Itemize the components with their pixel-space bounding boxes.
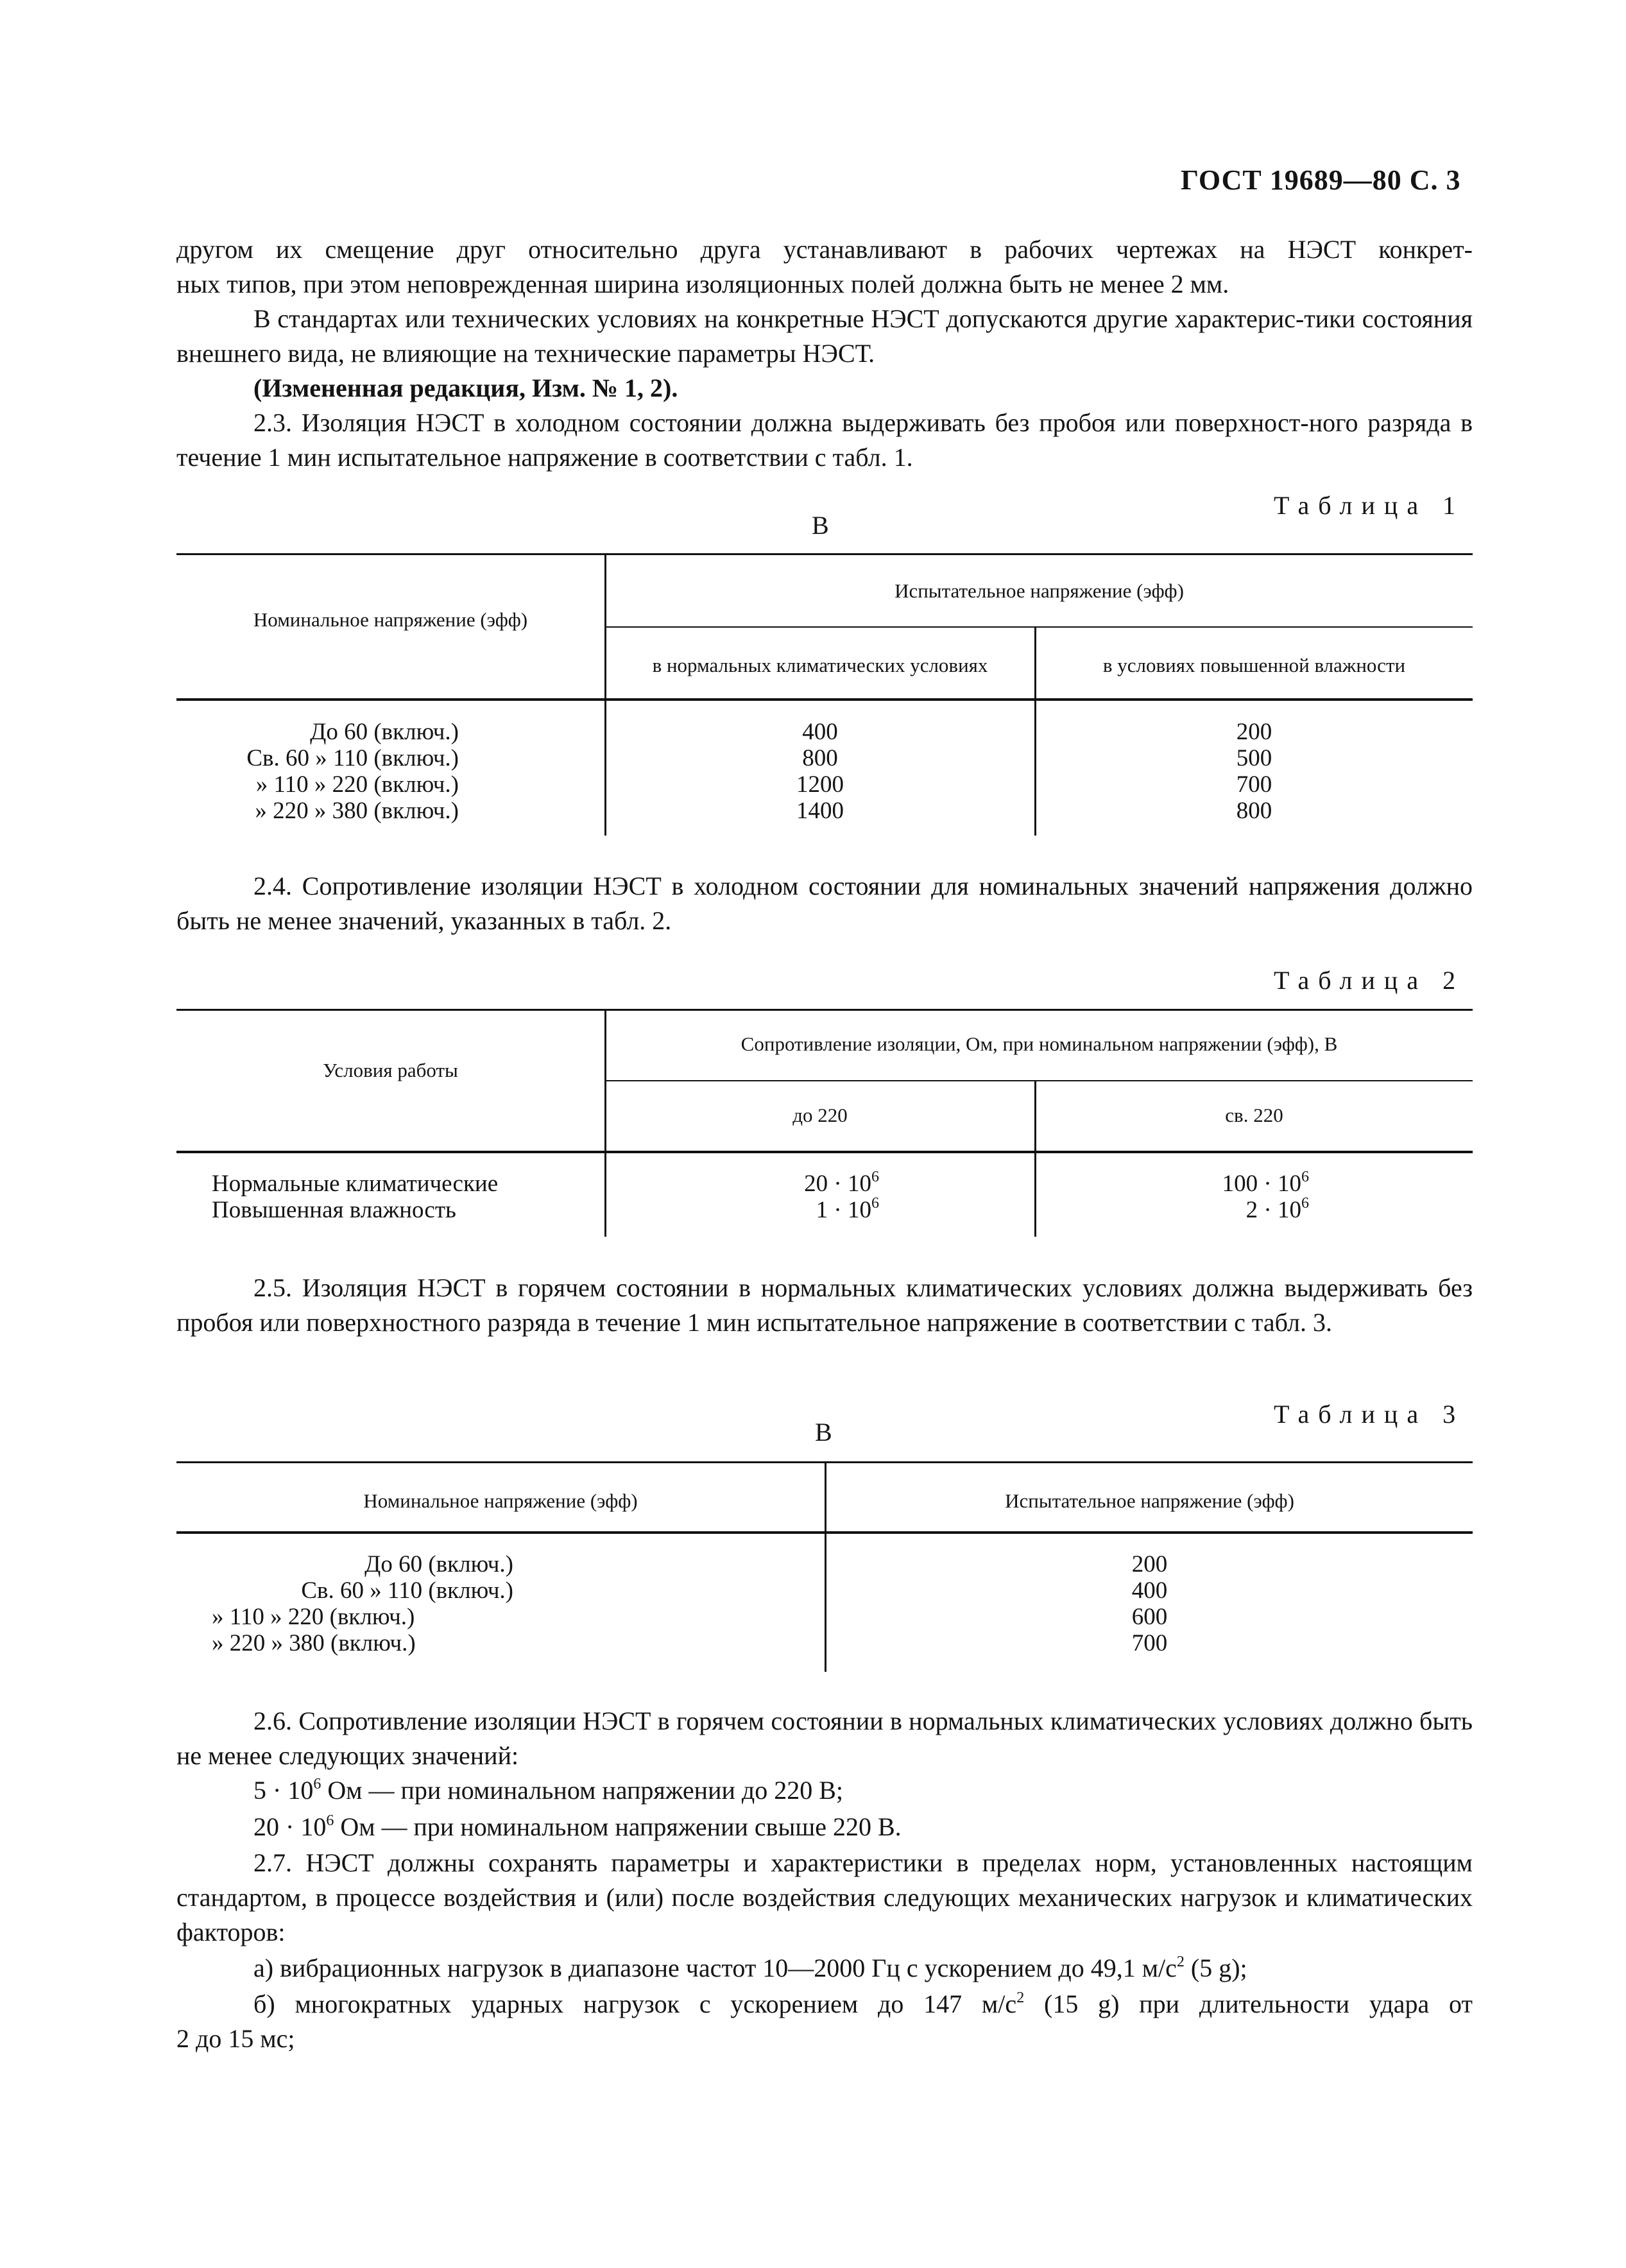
paragraph-2-6: 2.6. Сопротивление изоляции НЭСТ в горячем состоянии в нормальных климатических условиях должно быть не менее следующих значений: xyxy=(176,1706,1473,1770)
table2-cell: $100 \cdot 10^6$ xyxy=(1222,1169,1309,1197)
table1-col-header: Номинальное напряжение (эфф) xyxy=(253,608,528,631)
table3-col-header: Испытательное напряжение (эфф) xyxy=(1005,1490,1294,1512)
table3-unit: В xyxy=(815,1418,832,1447)
table1-caption: Таблица 1 xyxy=(1274,491,1465,520)
table3-row-label: Св. 60 » 110 (включ.) xyxy=(301,1577,513,1604)
paragraph-2-5: 2.5. Изоляция НЭСТ в горячем состоянии в нормальных климатических условиях должна выдерживать без пробоя или поверхностного разряда в течение 1 мин испытательное напряжение в соответствии с табл. 3. xyxy=(176,1273,1473,1337)
value-line: $5 \cdot 10^6$ Ом — при номинальном напряжении до 220 В; xyxy=(253,1776,844,1805)
table1-header-rule xyxy=(176,698,1473,701)
paragraph-2-3: 2.3. Изоляция НЭСТ в холодном состоянии должна выдерживать без пробоя или поверхност-ного разряда в течение 1 мин испытательное напряжение в соответствии с табл. 1. xyxy=(176,408,1473,472)
table1-top-rule xyxy=(176,553,1473,555)
list-item: а) вибрационных нагрузок в диапазоне частот 10—2000 Гц с ускорением до 49,1 $м/с^2$ (5 g); xyxy=(253,1954,1247,1982)
table3-caption: Таблица 3 xyxy=(1274,1400,1465,1429)
table2-cell: $1 \cdot 10^6$ xyxy=(816,1195,879,1223)
table3-row-label: До 60 (включ.) xyxy=(364,1551,513,1577)
table1-cell: 400 xyxy=(802,719,838,745)
table1-cell: 1400 xyxy=(796,798,844,824)
table1-unit: В xyxy=(812,511,829,540)
table1-group-rule xyxy=(606,626,1473,628)
table1-cell: 200 xyxy=(1236,719,1272,745)
table3-header-rule xyxy=(176,1531,1473,1534)
table2-sub-header: до 220 xyxy=(792,1104,848,1126)
table3-cell: 200 xyxy=(1131,1551,1168,1577)
table1-sub-header: в условиях повышенной влажности xyxy=(1102,654,1406,676)
paragraph-2-4: 2.4. Сопротивление изоляции НЭСТ в холодном состоянии для номинальных значений напряжения должно быть не менее значений, указанных в табл. 2. xyxy=(176,872,1473,935)
paragraph-line: другом их смещение друг относительно друга устанавливают в рабочих чертежах на НЭСТ конкрет- xyxy=(176,235,1473,264)
table1-group-header: Испытательное напряжение (эфф) xyxy=(894,580,1184,602)
value-line: $20 \cdot 10^6$ Ом — при номинальном напряжении свыше 220 В. xyxy=(253,1812,902,1841)
table2-group-header: Сопротивление изоляции, Ом, при номинальном напряжении (эфф), В xyxy=(740,1033,1338,1055)
table3-cell: 400 xyxy=(1131,1577,1168,1604)
table2-col-header: Условия работы xyxy=(323,1059,458,1081)
table2-caption: Таблица 2 xyxy=(1274,966,1465,995)
table3-row-label: » 110 » 220 (включ.) xyxy=(212,1604,415,1630)
table2-cell: $20 \cdot 10^6$ xyxy=(804,1169,879,1197)
paragraph-line: ных типов, при этом неповрежденная ширина изоляционных полей должна быть не менее 2 мм. xyxy=(176,270,1229,298)
table2-group-rule xyxy=(606,1080,1473,1081)
table1-row-label: До 60 (включ.) xyxy=(310,719,459,745)
table1-cell: 800 xyxy=(802,745,838,771)
table2-cell: $2 \cdot 10^6$ xyxy=(1245,1195,1309,1223)
table1-cell: 500 xyxy=(1236,745,1272,771)
table1-sub-header: в нормальных климатических условиях xyxy=(652,654,988,676)
table1-cell: 800 xyxy=(1236,798,1272,824)
table2-sub-header: св. 220 xyxy=(1225,1104,1283,1126)
table1-row-label: Св. 60 » 110 (включ.) xyxy=(246,745,459,771)
amendment-note: (Измененная редакция, Изм. № 1, 2). xyxy=(253,374,678,402)
paragraph-2-7: 2.7. НЭСТ должны сохранять параметры и характеристики в пределах норм, установленных настоящим стандартом, в процессе воздействия и (или) после воздействия следующих механических нагрузок и климатических факторов: xyxy=(176,1848,1473,1946)
table2-row-label: Нормальные климатические xyxy=(212,1171,499,1197)
table3-cell: 600 xyxy=(1131,1604,1168,1630)
table3-col-header: Номинальное напряжение (эфф) xyxy=(363,1490,638,1512)
table3-row-label: » 220 » 380 (включ.) xyxy=(212,1630,416,1656)
table1-cell: 1200 xyxy=(796,771,844,798)
page-header: ГОСТ 19689—80 С. 3 xyxy=(1181,164,1461,196)
table3-cell: 700 xyxy=(1131,1630,1168,1656)
list-item-continuation: 2 до 15 мс; xyxy=(176,2024,295,2053)
table2-row-label: Повышенная влажность xyxy=(212,1197,456,1223)
table1-row-label: » 110 » 220 (включ.) xyxy=(255,771,459,798)
table2-top-rule xyxy=(176,1009,1473,1011)
table2-header-rule xyxy=(176,1151,1473,1153)
table1-row-label: » 220 » 380 (включ.) xyxy=(255,798,459,824)
paragraph-appearance: В стандартах или технических условиях на конкретные НЭСТ допускаются другие характерис-тики состояния внешнего вида, не влияющие на технические параметры НЭСТ. xyxy=(176,304,1473,368)
table1-cell: 700 xyxy=(1236,771,1272,798)
list-item: б) многократных ударных нагрузок с ускорением до 147 $м/с^2$ (15 g) при длительности удара от xyxy=(253,1989,1473,2018)
